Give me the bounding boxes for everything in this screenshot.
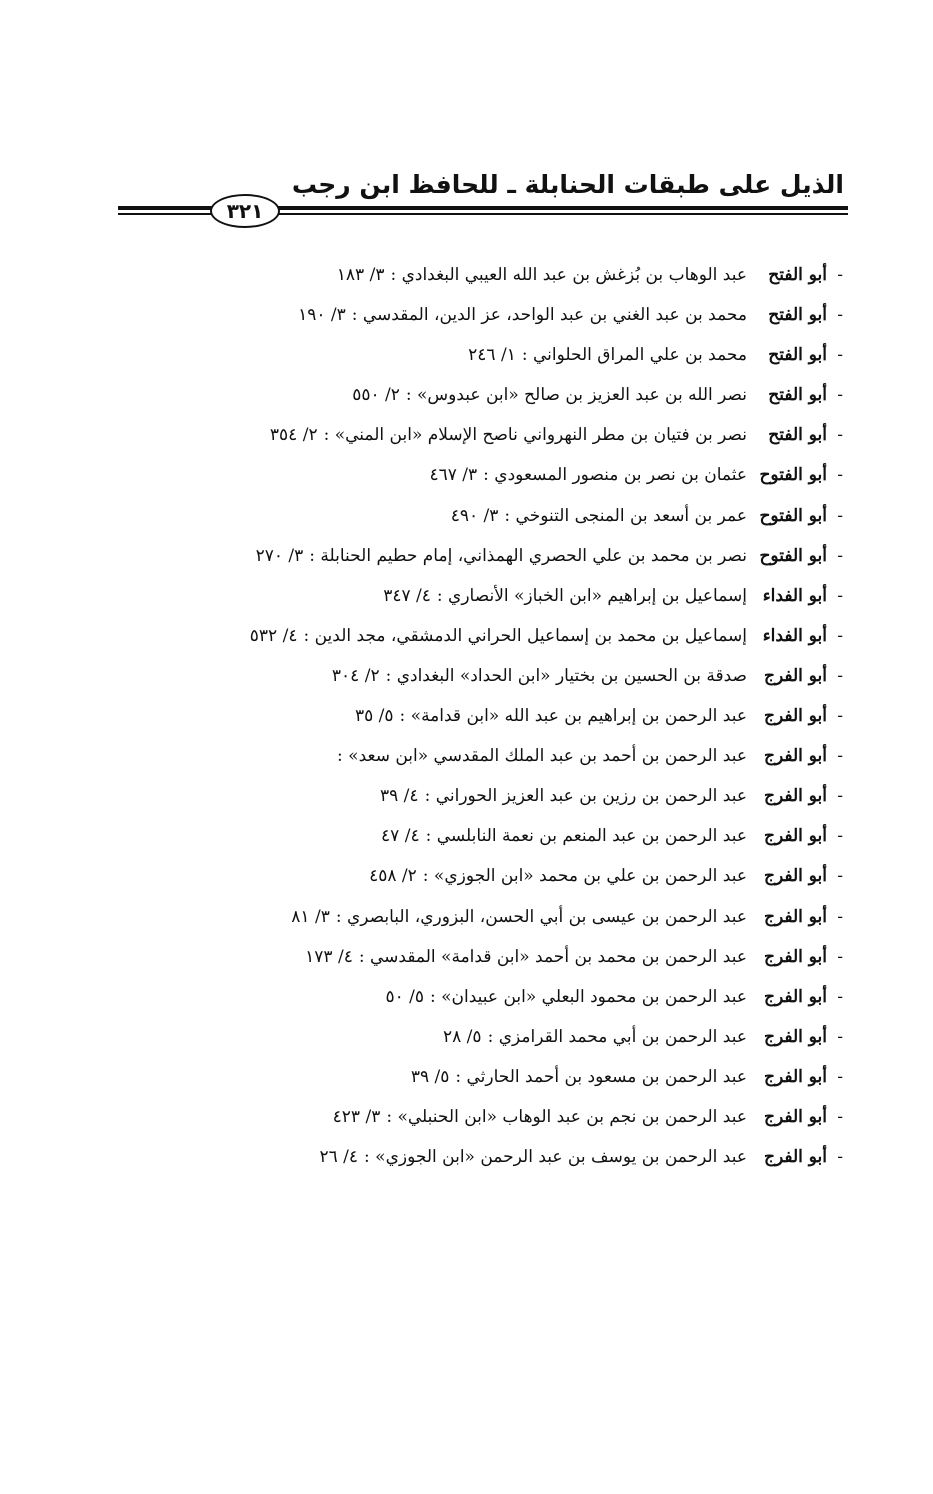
entry-bullet-dash: - [837,826,843,847]
entry-name: عبد الوهاب بن بُزغش بن عبد الله العيبي البغدادي : [390,265,747,285]
entry-kunya: أبو الفرج [763,826,827,847]
entry-name: نصر بن محمد بن علي الحصري الهمذاني، إمام حطيم الحنابلة : [309,545,747,566]
index-entry [203,696,843,736]
entry-kunya: أبو الفرج [763,665,827,686]
entry-reference: ٤/ ٢٦ [319,1147,359,1168]
entry-name: عبد الرحمن بن محمد بن أحمد «ابن قدامة» المقدسي : [358,946,747,967]
entry-bullet-dash: - [837,385,843,406]
entry-kunya: أبو الفرج [763,1147,827,1168]
entry-bullet-dash: - [837,746,843,767]
entry-bullet-dash: - [837,505,843,526]
index-entry [203,1057,843,1097]
entry-bullet-dash: - [837,465,843,486]
entry-kunya: أبو الفتح [768,265,827,285]
page-header [118,160,848,240]
entry-bullet-dash: - [837,305,843,326]
index-entry [203,897,843,937]
running-title: الذيل على طبقات الحنابلة ـ للحافظ ابن رجب [291,170,844,199]
entry-name: عبد الرحمن بن محمود البعلي «ابن عبيدان» : [429,986,747,1007]
entry-kunya: أبو الفرج [763,866,827,887]
entry-reference: ٢/ ٣٥٤ [269,425,318,446]
index-entry [203,496,843,536]
entry-bullet-dash: - [837,625,843,646]
index-entry [203,776,843,816]
index-entry [203,1017,843,1057]
index-entry [203,977,843,1017]
index-entry [203,1097,843,1137]
entry-kunya: أبو الفتح [768,385,827,406]
index-entry [203,375,843,415]
entry-reference: ٤/ ١٧٣ [305,946,353,967]
entry-reference: ٣/ ٨١ [291,906,330,927]
entry-kunya: أبو الفداء [762,585,827,606]
entry-kunya: أبو الفداء [762,625,827,646]
entry-bullet-dash: - [837,1106,843,1127]
index-entry [203,415,843,455]
entry-reference: ٢/ ٤٥٨ [369,866,417,887]
entry-kunya: أبو الفتوح [759,505,827,526]
entry-reference: ٤/ ٣٩ [380,786,419,807]
entry-bullet-dash: - [837,706,843,727]
entry-bullet-dash: - [837,866,843,887]
entry-reference: ٣/ ١٩٠ [298,305,346,326]
entry-kunya: أبو الفتوح [759,545,827,566]
index-entry [203,255,843,295]
entry-name: عبد الرحمن بن نجم بن عبد الوهاب «ابن الحنبلي» : [386,1106,747,1127]
index-entry [203,335,843,375]
entry-name: نصر بن فتيان بن مطر النهرواني ناصح الإسلام «ابن المني» : [323,425,747,446]
entry-name: إسماعيل بن إبراهيم «ابن الخباز» الأنصاري : [436,585,747,606]
entry-kunya: أبو الفرج [763,986,827,1007]
entry-bullet-dash: - [837,1066,843,1087]
entry-bullet-dash: - [837,786,843,807]
entry-name: محمد بن عبد الغني بن عبد الواحد، عز الدين، المقدسي : [351,305,747,326]
index-entry [203,937,843,977]
index-entry [203,295,843,335]
entry-reference: ٥/ ٢٨ [443,1026,482,1047]
entry-reference: ٥/ ٣٥ [354,706,394,727]
entry-name: نصر الله بن عبد العزيز بن صالح «ابن عبدوس» : [405,385,747,406]
entry-reference: ٣/ ٤٢٣ [332,1106,381,1127]
index-entry [203,536,843,576]
entry-name: عبد الرحمن بن أحمد بن عبد الملك المقدسي «ابن سعد» : [337,746,747,767]
entry-name: إسماعيل بن محمد بن إسماعيل الحراني الدمشقي، مجد الدين : [303,625,747,646]
index-entry [203,736,843,776]
entry-name: عبد الرحمن بن يوسف بن عبد الرحمن «ابن الجوزي» : [364,1147,747,1168]
entry-name: عبد الرحمن بن رزين بن عبد العزيز الحوراني : [424,786,747,807]
entry-bullet-dash: - [837,1147,843,1168]
entry-bullet-dash: - [837,986,843,1007]
entry-name: صدقة بن الحسين بن بختيار «ابن الحداد» البغدادي : [385,665,747,686]
entry-bullet-dash: - [837,946,843,967]
entry-name: عبد الرحمن بن إبراهيم بن عبد الله «ابن قدامة» : [399,706,747,727]
entry-name: محمد بن علي المراق الحلواني : [521,345,747,366]
entry-name: عثمان بن نصر بن منصور المسعودي : [483,465,747,486]
entry-bullet-dash: - [837,585,843,606]
entry-reference: ٥/ ٣٩ [410,1066,450,1087]
entry-kunya: أبو الفرج [763,706,827,727]
entry-bullet-dash: - [837,265,843,285]
entry-kunya: أبو الفتوح [759,465,827,486]
entry-bullet-dash: - [837,425,843,446]
index-entries-list [203,255,843,1177]
entry-kunya: أبو الفرج [763,1106,827,1127]
entry-reference: ٢/ ٥٥٠ [352,385,400,406]
entry-name: عبد الرحمن بن عبد المنعم بن نعمة النابلسي : [425,826,747,847]
entry-reference: ٣/ ٤٩٠ [450,505,499,526]
entry-kunya: أبو الفرج [763,1026,827,1047]
entry-reference: ٤/ ٣٤٧ [383,585,431,606]
entry-reference: ١/ ٢٤٦ [468,345,516,366]
index-entry [203,656,843,696]
entry-kunya: أبو الفتح [768,305,827,326]
index-entry [203,616,843,656]
entry-kunya: أبو الفتح [768,425,827,446]
index-entry [203,576,843,616]
entry-bullet-dash: - [837,1026,843,1047]
entry-bullet-dash: - [837,545,843,566]
entry-reference: ٣/ ١٨٣ [336,265,385,285]
entry-kunya: أبو الفرج [763,746,827,767]
entry-reference: ٣/ ٤٦٧ [429,465,478,486]
entry-bullet-dash: - [837,665,843,686]
index-entry [203,455,843,495]
entry-kunya: أبو الفرج [763,786,827,807]
entry-reference: ٤/ ٤٧ [381,826,420,847]
entry-kunya: أبو الفرج [763,906,827,927]
index-entry [203,856,843,896]
entry-name: عبد الرحمن بن علي بن محمد «ابن الجوزي» : [422,866,747,887]
page-number: ٣٢١ [210,194,280,228]
entry-reference: ٥/ ٥٠ [385,986,424,1007]
entry-kunya: أبو الفرج [763,1066,827,1087]
entry-name: عمر بن أسعد بن المنجى التنوخي : [504,505,747,526]
entry-kunya: أبو الفتح [768,345,827,366]
entry-reference: ٣/ ٢٧٠ [255,545,304,566]
entry-name: عبد الرحمن بن عيسى بن أبي الحسن، البزوري، البابصري : [335,906,747,927]
entry-kunya: أبو الفرج [763,946,827,967]
entry-bullet-dash: - [837,345,843,366]
entry-name: عبد الرحمن بن أبي محمد القرامزي : [487,1026,747,1047]
entry-name: عبد الرحمن بن مسعود بن أحمد الحارثي : [455,1066,747,1087]
entry-reference: ٢/ ٣٠٤ [331,665,380,686]
entry-bullet-dash: - [837,906,843,927]
index-entry [203,816,843,856]
entry-reference: ٤/ ٥٣٢ [249,625,298,646]
index-entry [203,1137,843,1177]
